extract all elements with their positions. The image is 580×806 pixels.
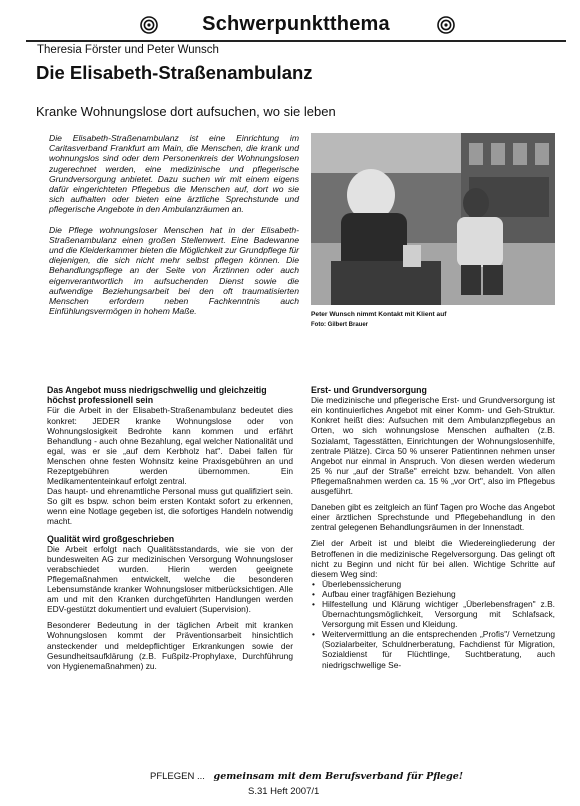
photo-credit: Foto: Gilbert Brauer — [311, 322, 369, 328]
section-heading: Qualität wird großgeschrieben — [47, 533, 175, 544]
body-paragraph: Das haupt- und ehrenamtliche Personal muss gut qualifiziert sein. So gilt es bspw. schon beim ersten Kontakt sofort zu erkennen, wenn eine Notlage gegeben ist, die sofortiges Handeln notwendig macht. — [47, 486, 293, 527]
section-heading: Erst- und Grundversorgung — [311, 385, 427, 395]
section-heading: Das Angebot muss niedrigschwellig und gleichzeitig höchst professionell sein — [47, 385, 267, 406]
body-paragraph: Die medizinische und pflegerische Erst- und Grundversorgung ist ein kontinuierliches Angebot mit einer Komm- und Geh-Struktur. Konkret heißt dies: Aufsuchen mit dem Ambulanzpflegebus an Orten, wo sich wohnungslose Menschen aufhalten (z.B. Sozialamt, Tagesstätten, Einrichtungen der Wohnungslosenhilfe, zentrale Plätze). Circa 50 % unserer Patientinnen nehmen unser Angebot nur einmal in Anspruch. Von diesen werden wiederum 25 % nur „auf der Straße" erreicht bzw. behandelt. Von allen Pflegemaßnahmen werden ca. 15 % „vor Ort", also im Pflegebus ausgeführt. — [311, 395, 555, 497]
street-scene-photo — [311, 133, 555, 305]
publication-name: PFLEGEN ... — [150, 771, 205, 782]
photo-caption: Peter Wunsch nimmt Kontakt mit Klient auf — [311, 311, 447, 318]
article-headline: Die Elisabeth-Straßenambulanz — [36, 62, 313, 83]
article-intro — [49, 133, 299, 326]
body-paragraph: Ziel der Arbeit ist und bleibt die Wiedereingliederung der Betroffenen in die medizinische Regelversorgung. Das gelingt oft nicht zu Beginn und nicht für bei allen. Wichtige Schritte auf diesem Weg sind: — [311, 538, 555, 579]
body-paragraph: Besonderer Bedeutung in der täglichen Arbeit mit kranken Wohnungslosen kommt der Präventionsarbeit hinsichtlich ansteckender und meldepflichtiger Erkrankungen sowie der Gesundheitsaufklärung (z.B. Fußpilz-Prophylaxe, Durchführung von Hygienemaßnahmen) zu. — [47, 620, 293, 671]
right-column — [311, 385, 555, 670]
list-item: • Hilfestellung und Klärung wichtiger „Überlebensfragen" z.B. Übernachtungsmöglichkeit, Versorgung mit Schlafsack, Versorgung mit Essen und Kleidung. — [311, 599, 555, 629]
spiral-icon — [437, 16, 455, 34]
article-photo — [311, 133, 555, 305]
section-banner — [26, 10, 566, 42]
body-paragraph: Für die Arbeit in der Elisabeth-Straßenambulanz bedeutet dies konkret: JEDER kranke Wohnungslose oder von Wohnungslosigkeit Bedrohte kann kommen und erfährt Behandlung - auch ohne Bezahlung, egal welcher Nationalität und egal, was er sie „auf dem Kerbholz hat". Dabei fallen für Menschen ohne festen Wohnsitz keine Praxisgebühren an und Rezeptgebühren werden übernommen. Ein Medikamententeinkauf erfolgt zentral. — [47, 405, 293, 487]
article-subheadline: Kranke Wohnungslose dort aufsuchen, wo sie leben — [36, 104, 336, 119]
list-item: • Überlebenssicherung — [311, 579, 555, 589]
intro-paragraph: Die Elisabeth-Straßenambulanz ist eine Einrichtung im Caritasverband Frankfurt am Main, die Menschen, die krank und wohnungslos sind oder dem Personenkreis der Wohnungslosen zugerechnet werden, eine medizinische und pflegerische Grundversorgung anbietet. Dazu suchen wir mit einem eigens dafür eingerichteten Pflegebus die Menschen auf, dort wo sie sich aufhalten oder bieten eine ärztliche Sprechstunde und pflegerische Angebote in den Ambulanzräumen an. — [49, 133, 299, 215]
body-paragraph: Daneben gibt es zeitgleich an fünf Tagen pro Woche das Angebot einer ärztlichen Sprechstunde und Pflegebehandlung in den zentral gelegenen Behandlungsräumen in der Innenstadt. — [311, 502, 555, 533]
left-column — [47, 385, 293, 677]
intro-paragraph: Die Pflege wohnungsloser Menschen hat in der Elisabeth-Straßenambulanz einen großen Stellenwert. Eine Badewanne und die Kleiderkammer bieten die Möglichkeit zur Grundpflege für diejenigen, die sich nicht mehr selbst pflegen können. Die Behandlungspflege an der Seite von Ärztinnen oder auch eigenverantwortlich im aufsuchenden Dienst sowie die aufwendige Beziehungsarbeit bei den oft traumatisierten Menschen erfordern neben Fachkenntnis auch Einfühlungsvermögen in hohem Maße. — [49, 224, 299, 317]
footer-slogan: gemeinsam mit dem Berufsverband für Pflege! — [213, 771, 464, 782]
page-footer — [150, 771, 463, 782]
body-paragraph: Die Arbeit erfolgt nach Qualitätsstandards, wie sie von der bundesweiten AG zur medizinischen Versorgung Wohnungsloser verabschiedet wurden. Hierin werden geeignete Pflegemaßnahmen entwickelt, welche die besonderen Lebensumstände kranker Wohnungsloser mitberücksichtigen. Alle am und mit den Kranken durchgeführten Handlungen werden EDV-gestützt dokumentiert und evaluiert (Supervision). — [47, 543, 293, 615]
section-title: Schwerpunktthema — [202, 13, 390, 35]
steps-list — [311, 579, 555, 670]
page-number: S.31 Heft 2007/1 — [248, 786, 320, 797]
list-item: • Weitervermittlung an die entsprechenden „Profis"/ Vernetzung (Sozialarbeiter, Schuldnerberatung, Fachdienst für Migration, Sozialdienst für Flüchtlinge, Suchtberatung, auch niedrigschwellige Se- — [311, 629, 555, 669]
article-authors: Theresia Förster und Peter Wunsch — [37, 44, 219, 56]
list-item: • Aufbau einer tragfähigen Beziehung — [311, 589, 555, 599]
